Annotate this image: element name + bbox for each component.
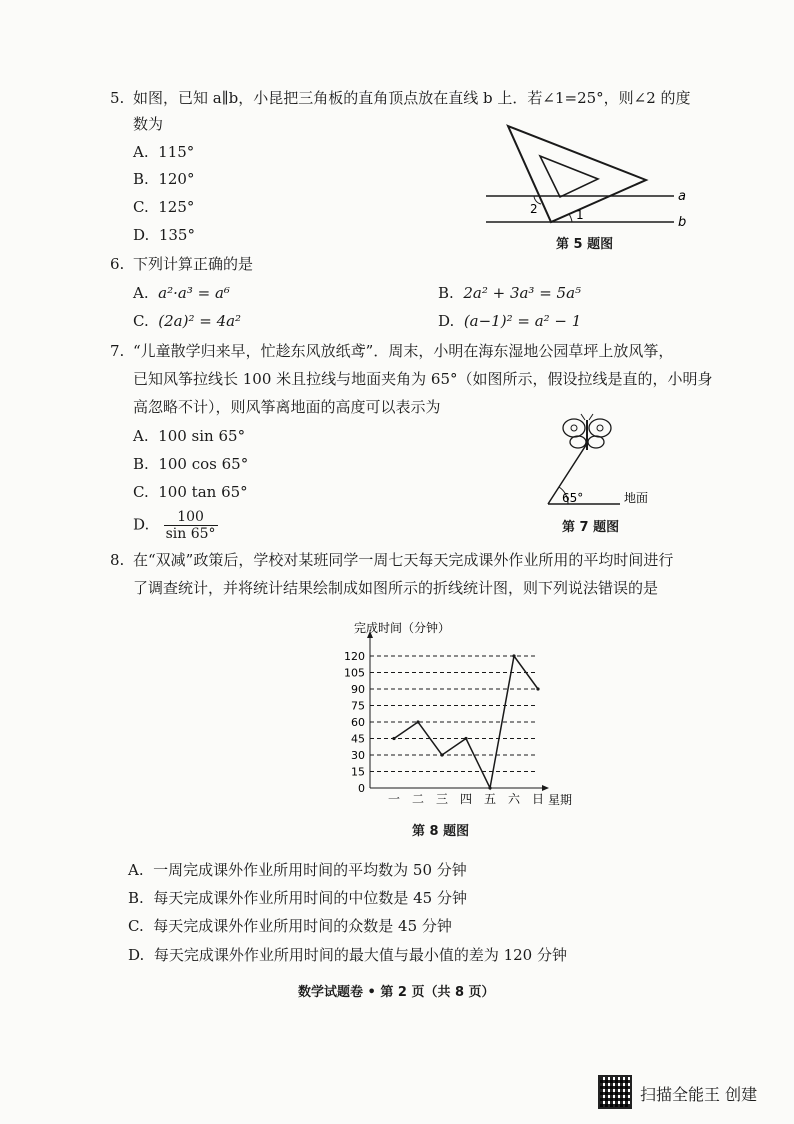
option-label: D.	[438, 312, 455, 330]
y-tick-label: 30	[351, 749, 365, 762]
watermark-text: 扫描全能王 创建	[640, 1085, 758, 1104]
q5-option-b	[133, 168, 194, 190]
q5-option-d	[133, 224, 195, 246]
option-label: C.	[133, 483, 149, 501]
q5-stem-line1: 如图，已知 a∥b，小昆把三角板的直角顶点放在直线 b 上．若∠1=25°，则∠2 的度	[133, 89, 691, 107]
q5-number: 5.	[110, 89, 125, 107]
option-label: D.	[133, 515, 150, 534]
option-label: D.	[128, 946, 145, 964]
label-a: a	[678, 189, 686, 204]
q8-line-chart	[320, 618, 590, 810]
triangle-ruler-inner	[540, 156, 598, 197]
option-text: 每天完成课外作业所用时间的众数是 45 分钟	[153, 917, 452, 935]
q7-stem-line2: 已知风筝拉线长 100 米且拉线与地面夹角为 65°（如图所示，假设拉线是直的，小明身	[133, 370, 713, 388]
q6-number: 6.	[110, 255, 125, 273]
option-label: B.	[128, 889, 144, 907]
x-tick-label: 一	[387, 792, 401, 806]
q6-option-a	[133, 282, 230, 304]
option-label: A.	[133, 143, 149, 161]
option-label: B.	[133, 455, 149, 473]
q7-number: 7.	[110, 342, 125, 360]
y-tick-label: 75	[351, 699, 365, 713]
data-point	[464, 737, 467, 740]
chart-y-axis-label: 完成时间（分钟）	[354, 621, 451, 635]
x-tick-label: 日	[531, 792, 545, 806]
q5-figure	[478, 118, 698, 236]
option-text: 2a² + 3a³ = 5a⁵	[463, 284, 582, 302]
q8-figure-caption: 第 8 题图	[412, 824, 470, 839]
option-text: 120°	[158, 170, 195, 188]
fraction-denominator: sin 65°	[165, 526, 216, 542]
option-text: 100 tan 65°	[158, 483, 248, 501]
label-b: b	[678, 215, 687, 230]
q8-option-d	[128, 944, 567, 966]
option-label: B.	[133, 170, 149, 188]
q7-stem-line3: 高忽略不计），则风筝离地面的高度可以表示为	[133, 398, 441, 416]
data-point	[440, 753, 443, 756]
chart-axes	[367, 631, 549, 791]
q7-figure-caption: 第 7 题图	[562, 520, 620, 535]
option-label: A.	[133, 427, 149, 445]
x-tick-label: 五	[483, 792, 497, 806]
q6-option-c	[133, 310, 241, 332]
data-point	[416, 720, 419, 723]
option-label: C.	[128, 917, 144, 935]
option-label: A.	[133, 284, 149, 302]
q5-figure-caption: 第 5 题图	[556, 237, 614, 252]
butterfly-kite-icon	[563, 414, 611, 450]
q7-figure	[540, 412, 670, 512]
option-text: 135°	[158, 226, 195, 244]
q8-stem-line2: 了调查统计，并将统计结果绘制成如图所示的折线统计图，则下列说法错误的是	[133, 579, 659, 597]
label-angle: 65°	[562, 491, 584, 505]
q5-stem-line2: 数为	[133, 115, 164, 133]
option-text: a²·a³ = a⁶	[158, 284, 230, 302]
chart-grid	[370, 656, 538, 772]
q8-number: 8.	[110, 551, 125, 569]
option-text: 125°	[158, 198, 195, 216]
q7-option-c	[133, 481, 248, 503]
x-tick-label: 二	[411, 792, 425, 806]
x-tick-label: 三	[435, 792, 449, 806]
option-label: C.	[133, 198, 149, 216]
option-text: 100 sin 65°	[158, 427, 246, 445]
y-tick-label: 105	[344, 666, 365, 680]
q7-stem-line1: “儿童散学归来早，忙趁东风放纸鸢”．周末，小明在海东湿地公园草坪上放风筝，	[133, 342, 674, 360]
q8-option-c	[128, 915, 452, 937]
q7-option-a	[133, 425, 245, 447]
option-label: C.	[133, 312, 149, 330]
qr-code-icon	[598, 1075, 632, 1109]
option-label: A.	[128, 861, 144, 879]
x-axis-arrow	[542, 785, 549, 791]
page-footer: 数学试题卷 • 第 2 页（共 8 页）	[298, 985, 495, 1000]
q7-option-d	[133, 509, 218, 542]
q8-stem-line1: 在“双减”政策后，学校对某班同学一周七天每天完成课外作业所用的平均时间进行	[133, 551, 674, 569]
chart-y-ticks	[344, 650, 365, 795]
q5-option-a	[133, 141, 194, 163]
q8-option-b	[128, 887, 467, 909]
chart-x-ticks	[388, 792, 544, 806]
chart-x-axis-label: 星期	[548, 793, 573, 807]
option-text: 115°	[158, 143, 195, 161]
y-tick-label: 60	[351, 716, 365, 729]
y-tick-label: 15	[351, 765, 365, 779]
q8-option-a	[128, 859, 467, 881]
label-angle1: 1	[576, 208, 584, 222]
option-text: 100 cos 65°	[158, 455, 249, 473]
option-label: D.	[133, 226, 150, 244]
q6-option-b	[438, 282, 581, 304]
data-point	[512, 654, 515, 657]
y-tick-label: 0	[358, 782, 365, 795]
q7-option-b	[133, 453, 248, 475]
data-point	[392, 737, 395, 740]
fraction	[164, 509, 218, 542]
data-point	[488, 786, 491, 789]
q5-option-c	[133, 196, 194, 218]
q6-option-d	[438, 310, 581, 332]
angle1-arc	[569, 214, 572, 222]
option-text: (2a)² = 4a²	[158, 312, 242, 330]
option-label: B.	[438, 284, 454, 302]
y-tick-label: 90	[351, 683, 365, 696]
y-tick-label: 45	[351, 732, 365, 746]
data-point	[536, 687, 539, 690]
label-ground: 地面	[624, 491, 649, 505]
x-tick-label: 四	[459, 792, 473, 806]
label-angle2: 2	[530, 202, 538, 216]
x-tick-label: 六	[507, 792, 521, 806]
option-text: 每天完成课外作业所用时间的中位数是 45 分钟	[153, 889, 467, 907]
option-text: 一周完成课外作业所用时间的平均数为 50 分钟	[153, 861, 467, 879]
q6-stem: 下列计算正确的是	[133, 255, 254, 273]
option-text: 每天完成课外作业所用时间的最大值与最小值的差为 120 分钟	[153, 946, 567, 964]
fraction-numerator: 100	[164, 509, 218, 526]
option-text: (a−1)² = a² − 1	[463, 312, 582, 330]
y-tick-label: 120	[344, 650, 365, 663]
